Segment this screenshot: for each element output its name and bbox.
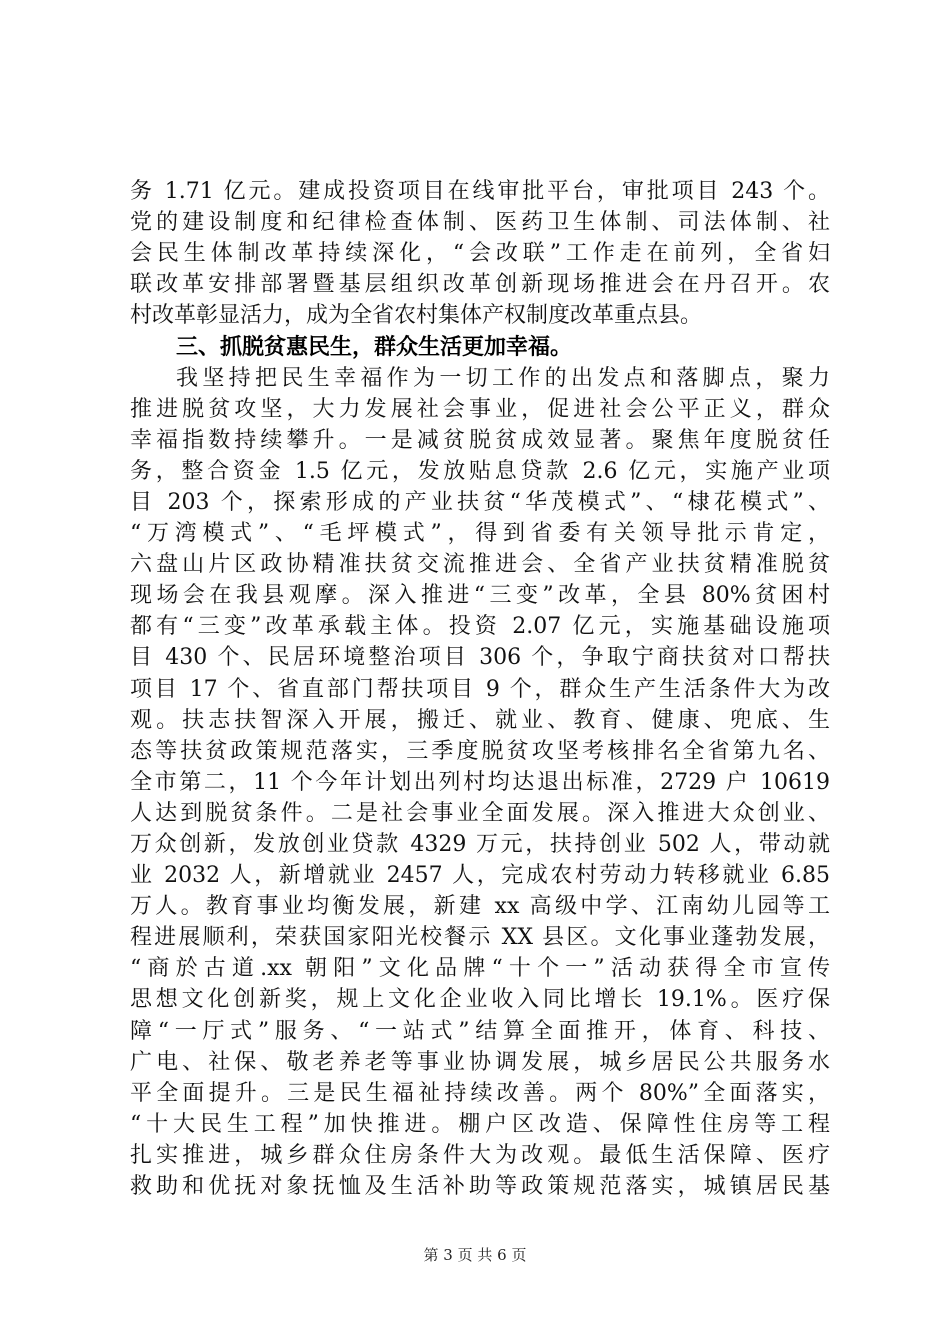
paragraph-line: “商於古道.xx 朝阳”文化品牌“十个一”活动获得全市宣传 bbox=[130, 956, 830, 981]
paragraph-line: 联改革安排部署暨基层组织改革创新现场推进会在丹召开。农 bbox=[130, 272, 830, 297]
paragraph-line: 万人。教育事业均衡发展，新建 xx 高级中学、江南幼儿园等工 bbox=[130, 894, 830, 919]
paragraph-line: 平全面提升。三是民生福祉持续改善。两个 80%”全面落实， bbox=[130, 1081, 830, 1106]
paragraph-line: 推进脱贫攻坚，大力发展社会事业，促进社会公平正义，群众 bbox=[130, 397, 830, 422]
paragraph-line: 务 1.71 亿元。建成投资项目在线审批平台，审批项目 243 个。 bbox=[130, 179, 830, 204]
paragraph-line: 障“一厅式”服务、“一站式”结算全面推开，体育、科技、 bbox=[130, 1019, 830, 1044]
paragraph-line: 都有“三变”改革承载主体。投资 2.07 亿元，实施基础设施项 bbox=[130, 614, 830, 639]
paragraph-line: 项目 17 个、省直部门帮扶项目 9 个，群众生产生活条件大为改 bbox=[130, 677, 830, 702]
paragraph-line: 万众创新，发放创业贷款 4329 万元，扶持创业 502 人，带动就 bbox=[130, 832, 830, 857]
paragraph-line: 业 2032 人，新增就业 2457 人，完成农村劳动力转移就业 6.85 bbox=[130, 863, 830, 888]
paragraph-line: 村改革彰显活力，成为全省农村集体产权制度改革重点县。 bbox=[130, 303, 703, 328]
paragraph-line: 我坚持把民生幸福作为一切工作的出发点和落脚点，聚力 bbox=[176, 366, 830, 391]
paragraph-line: 广电、社保、敬老养老等事业协调发展，城乡居民公共服务水 bbox=[130, 1050, 830, 1075]
paragraph-line: 救助和优抚对象抚恤及生活补助等政策规范落实，城镇居民基 bbox=[130, 1174, 830, 1199]
paragraph-line: “万湾模式”、“毛坪模式”，得到省委有关领导批示肯定， bbox=[130, 521, 830, 546]
paragraph-line: 思想文化创新奖，规上文化企业收入同比增长 19.1%。医疗保 bbox=[130, 987, 830, 1012]
paragraph-line: 程进展顺利，荣获国家阳光校餐示 XX 县区。文化事业蓬勃发展， bbox=[130, 925, 830, 950]
paragraph-line: 扎实推进，城乡群众住房条件大为改观。最低生活保障、医疗 bbox=[130, 1143, 830, 1168]
paragraph-line: 务，整合资金 1.5 亿元，发放贴息贷款 2.6 亿元，实施产业项 bbox=[130, 459, 830, 484]
paragraph-line: 幸福指数持续攀升。一是减贫脱贫成效显著。聚焦年度脱贫任 bbox=[130, 428, 830, 453]
paragraph-line: 观。扶志扶智深入开展，搬迁、就业、教育、健康、兜底、生 bbox=[130, 708, 830, 733]
paragraph-line: 全市第二，11 个今年计划出列村均达退出标准，2729 户 10619 bbox=[130, 770, 830, 795]
paragraph-line: 现场会在我县观摩。深入推进“三变”改革，全县 80%贫困村 bbox=[130, 583, 830, 608]
paragraph-line: 党的建设制度和纪律检查体制、医药卫生体制、司法体制、社 bbox=[130, 210, 830, 235]
paragraph-line: “十大民生工程”加快推进。棚户区改造、保障性住房等工程 bbox=[130, 1112, 830, 1137]
paragraph-line: 会民生体制改革持续深化，“会改联”工作走在前列，全省妇 bbox=[130, 241, 830, 266]
paragraph-line: 态等扶贫政策规范落实，三季度脱贫攻坚考核排名全省第九名、 bbox=[130, 739, 830, 764]
paragraph-line: 目 430 个、民居环境整治项目 306 个，争取宁商扶贫对口帮扶 bbox=[130, 645, 830, 670]
paragraph-line: 六盘山片区政协精准扶贫交流推进会、全省产业扶贫精准脱贫 bbox=[130, 552, 830, 577]
paragraph-line: 目 203 个，探索形成的产业扶贫“华茂模式”、“棣花模式”、 bbox=[130, 490, 830, 515]
page-number-footer: 第 3 页 共 6 页 bbox=[423, 1246, 527, 1264]
paragraph-line: 人达到脱贫条件。二是社会事业全面发展。深入推进大众创业、 bbox=[130, 801, 830, 826]
section-heading: 三、抓脱贫惠民生，群众生活更加幸福。 bbox=[176, 335, 573, 360]
